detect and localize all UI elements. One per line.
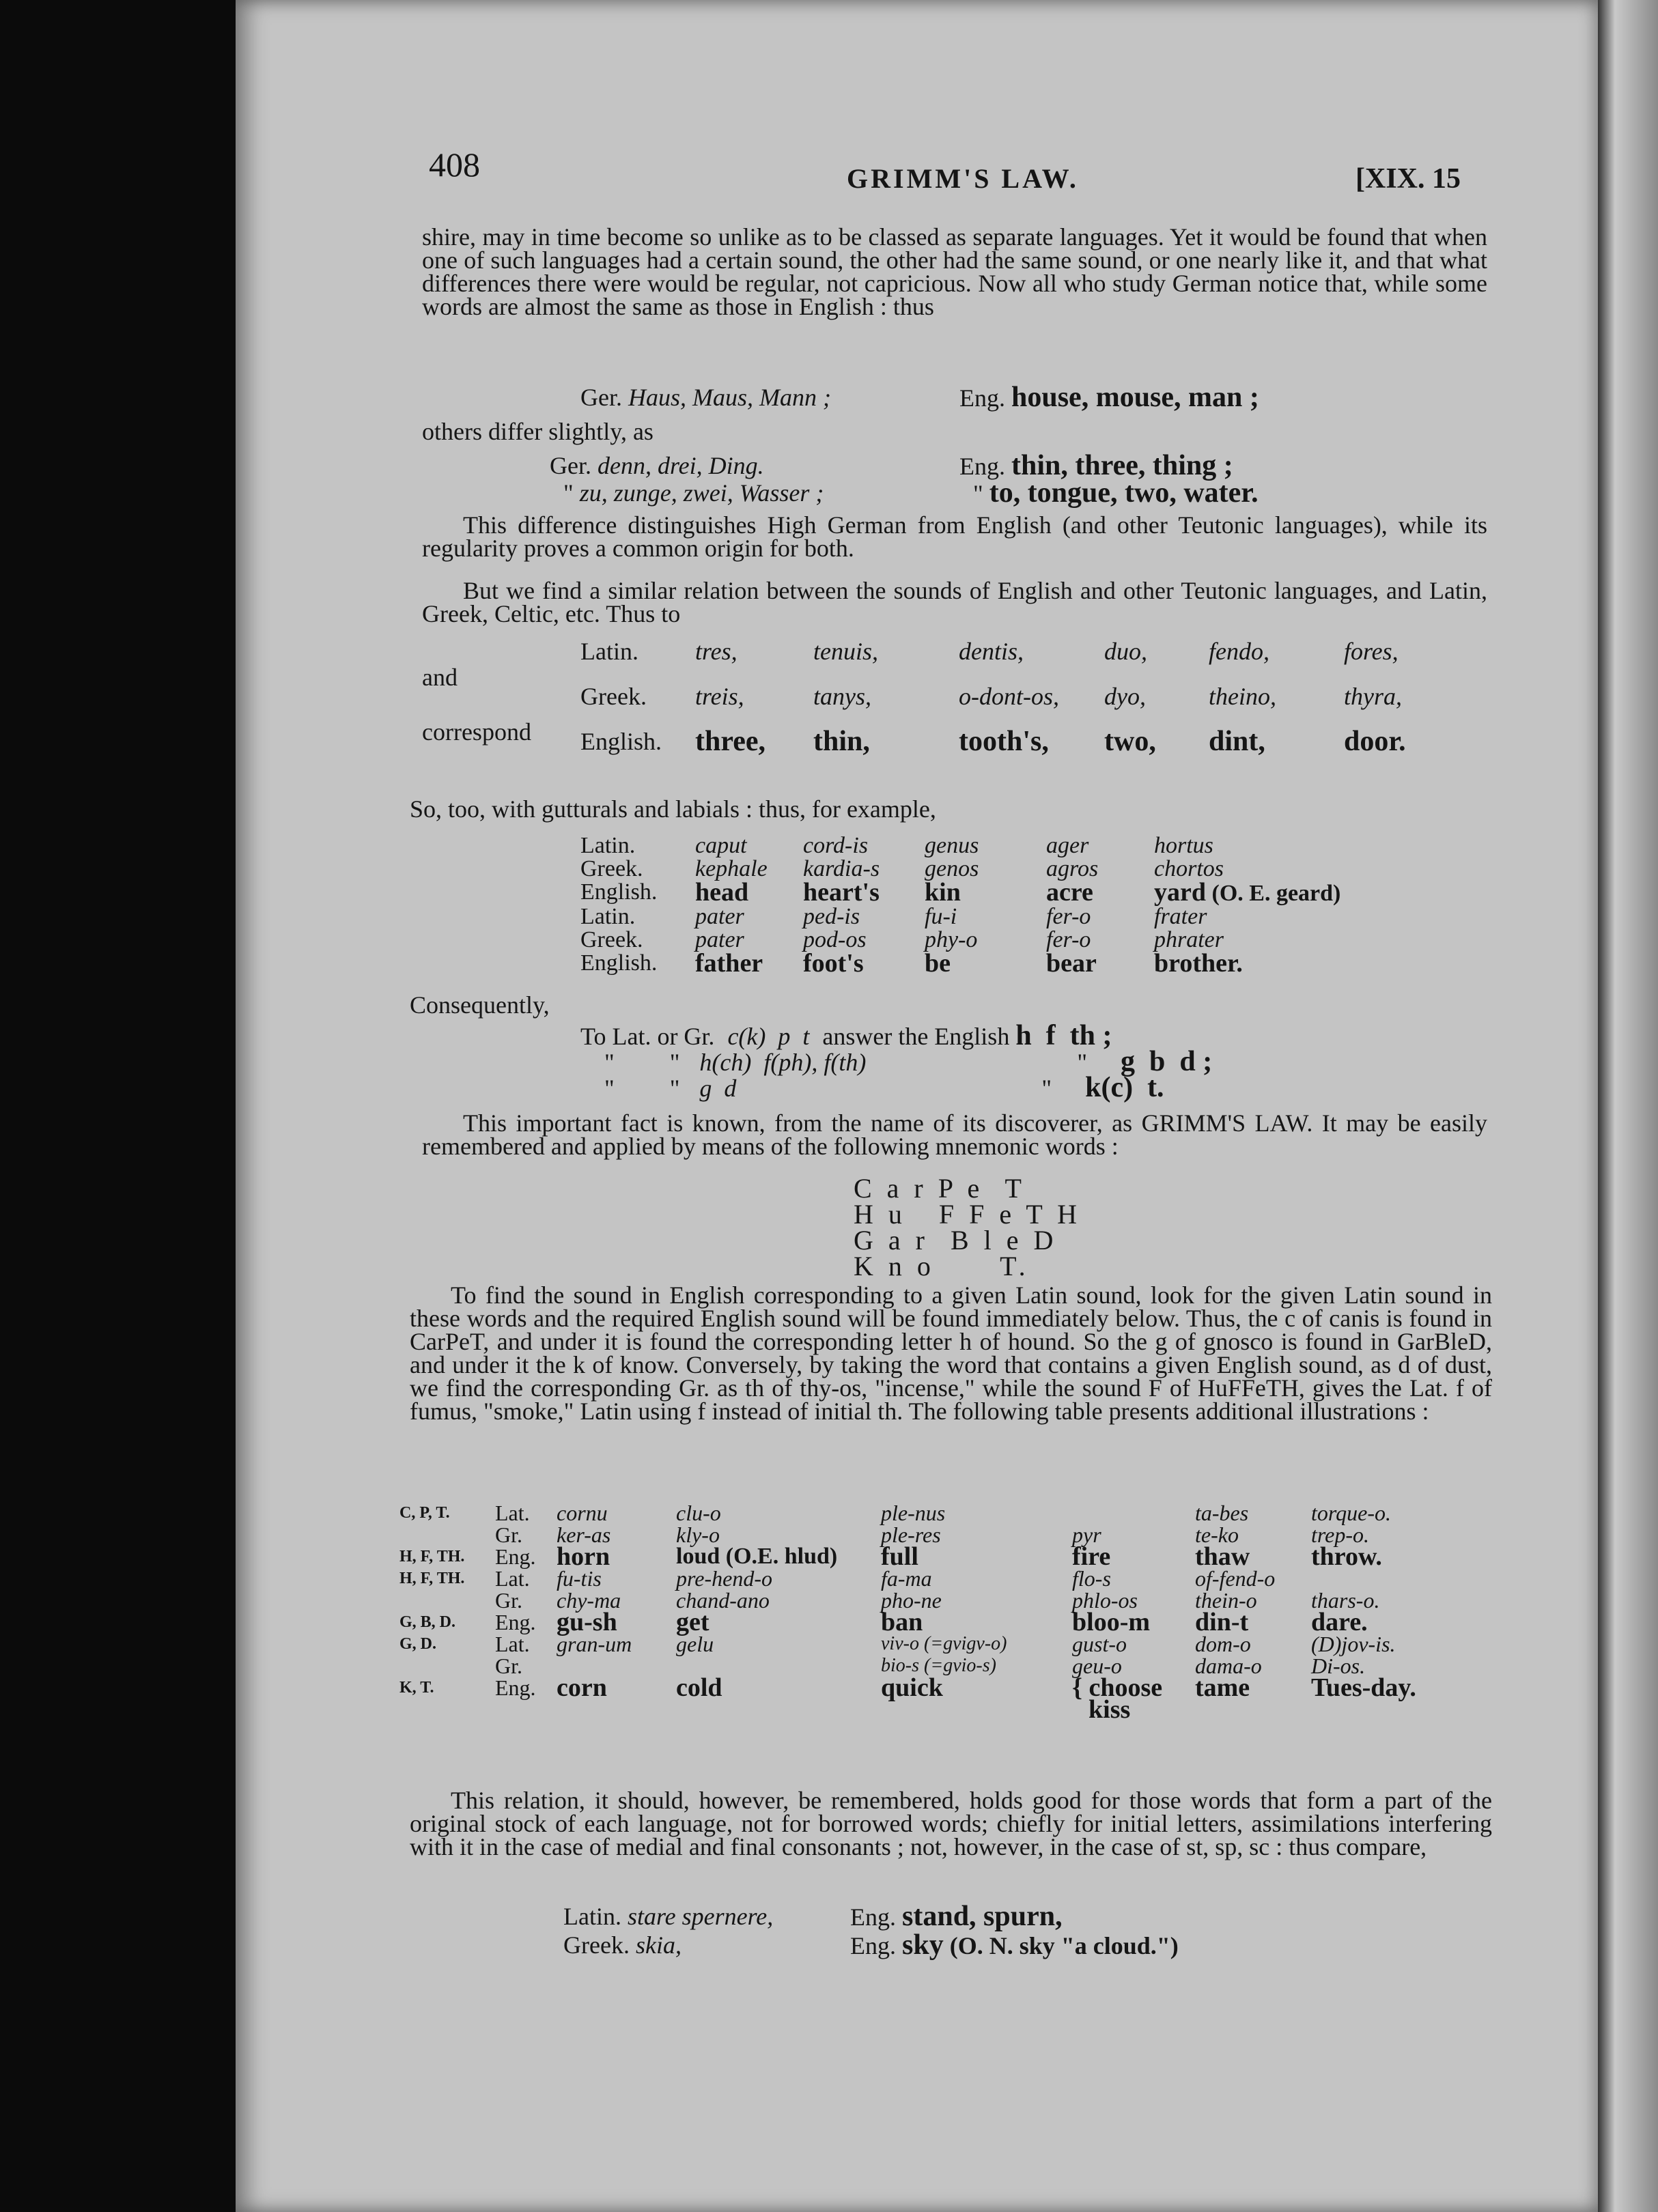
table-row xyxy=(580,834,1353,857)
paragraph-4: This important fact is known, from the name of its discoverer, as GRIMM'S LAW. It may be easily remembered and applied by means of the following mnemonic words : xyxy=(422,1109,1487,1160)
old-english-note: (O. E. geard) xyxy=(1211,881,1341,906)
line-middle: " xyxy=(1041,1075,1052,1102)
word-cell: torque-o. xyxy=(1311,1501,1392,1525)
running-title: GRIMM'S LAW. xyxy=(847,163,1079,194)
greek-sounds: h(ch) f(ph), f(th) xyxy=(699,1049,867,1076)
word-cell: hortus xyxy=(1154,833,1213,858)
word-cell: door. xyxy=(1344,726,1406,757)
row-label: Lat. xyxy=(495,1501,530,1525)
table-row xyxy=(580,905,1353,928)
word-cell: pater xyxy=(695,927,744,952)
gutturals-intro: So, too, with gutturals and labials : thus, for example, xyxy=(410,795,936,823)
word-cell: heart's xyxy=(803,878,880,907)
row-label: English. xyxy=(580,728,662,755)
word-cell xyxy=(1154,878,1353,907)
mnemonic-line: C a r P e T xyxy=(854,1173,1026,1204)
word-cell: acre xyxy=(1046,878,1093,907)
word-cell: frater xyxy=(1154,904,1207,929)
ger-words: zu, zunge, zwei, Wasser ; xyxy=(579,479,824,507)
word-cell: dare. xyxy=(1311,1608,1368,1636)
word-cell: viv-o (=gvigv-o) xyxy=(881,1633,1007,1654)
table-row xyxy=(399,1502,1423,1524)
word-cell: kly-o xyxy=(676,1522,720,1547)
example-denn xyxy=(550,454,764,477)
word-cell: kardia-s xyxy=(803,856,880,881)
word-cell: father xyxy=(695,949,763,978)
row-label: Greek. xyxy=(580,856,643,881)
word-cell: te-ko xyxy=(1195,1522,1239,1547)
line-prefix: " " xyxy=(604,1049,680,1076)
final-example-greek xyxy=(563,1933,682,1957)
eng-words: house, mouse, man ; xyxy=(1011,382,1259,413)
word-cell: be xyxy=(925,949,951,978)
row-label: Eng. xyxy=(495,1544,536,1569)
dental-table xyxy=(580,638,1418,757)
word-cell: fu-i xyxy=(925,904,957,929)
example-to xyxy=(973,477,1259,509)
word-cell: { choose xyxy=(1072,1673,1163,1702)
table-row xyxy=(399,1633,1423,1655)
eng-label: Eng. xyxy=(959,453,1005,480)
word-cell: tooth's, xyxy=(959,726,1049,757)
word-cell: brother. xyxy=(1154,949,1243,978)
eng-label: Eng. xyxy=(959,384,1005,412)
eng-label: Eng. xyxy=(850,1932,896,1959)
word-cell: genus xyxy=(925,833,979,858)
word-cell: fa-ma xyxy=(881,1566,932,1591)
ger-label: Ger. xyxy=(550,452,591,479)
sound-key xyxy=(399,1589,495,1611)
word-cell: three, xyxy=(695,726,766,757)
ger-label: Ger. xyxy=(580,384,622,411)
word-cell: kin xyxy=(925,878,961,907)
english-sounds: h f th ; xyxy=(1015,1020,1112,1051)
word-cell: full xyxy=(881,1542,918,1571)
word-cell: duo, xyxy=(1104,638,1147,665)
page-number: 408 xyxy=(429,145,480,184)
english-word: yard xyxy=(1154,878,1206,907)
final-example-eng-2 xyxy=(850,1929,1179,1961)
sound-key xyxy=(399,1524,495,1546)
word-cell: tanys, xyxy=(813,683,871,710)
row-label: Eng. xyxy=(495,1675,536,1700)
word-cell: (D)jov-is. xyxy=(1311,1632,1396,1656)
word-cell: dint, xyxy=(1209,726,1265,757)
row-label: English. xyxy=(580,950,658,976)
word-cell: corn xyxy=(557,1673,607,1702)
word-cell: chand-ano xyxy=(676,1588,770,1613)
word-cell: din-t xyxy=(1195,1608,1249,1636)
word-cell: tame xyxy=(1195,1673,1250,1702)
word-cell: get xyxy=(676,1608,709,1636)
word-cell: pre-hend-o xyxy=(676,1566,772,1591)
word-cell: fer-o xyxy=(1046,904,1091,929)
word-cell: flo-s xyxy=(1072,1566,1111,1591)
word-cell: pho-ne xyxy=(881,1588,942,1613)
word-cell: kephale xyxy=(695,856,768,881)
word-cell: of-fend-o xyxy=(1195,1566,1276,1591)
row-label: Latin. xyxy=(563,1903,621,1930)
sound-key: C, P, T. xyxy=(399,1504,450,1522)
line-prefix: To Lat. or Gr. xyxy=(580,1023,715,1050)
word-cell: fores, xyxy=(1344,638,1399,665)
sound-key: H, F, TH. xyxy=(399,1570,465,1587)
eng-words: sky xyxy=(902,1929,944,1961)
illustrations-table xyxy=(399,1501,1423,1724)
word-cell: throw. xyxy=(1311,1542,1382,1571)
row-label: Lat. xyxy=(495,1566,530,1591)
word-cell: loud (O.E. hlud) xyxy=(676,1544,838,1569)
sound-key xyxy=(399,1699,495,1720)
word-cell: thaw xyxy=(1195,1542,1250,1571)
row-label: Gr. xyxy=(495,1588,522,1613)
row-label: Lat. xyxy=(495,1632,530,1656)
table-row xyxy=(580,728,1418,754)
consequently-label: Consequently, xyxy=(410,991,550,1019)
word-cell: pyr xyxy=(1072,1522,1101,1547)
sound-key: H, F, TH. xyxy=(399,1548,465,1565)
word-cell: geu-o xyxy=(1072,1654,1122,1678)
word-cell: thyra, xyxy=(1344,683,1402,710)
sound-key: G, B, D. xyxy=(399,1613,456,1631)
paragraph-6: This relation, it should, however, be remembered, holds good for those words that form a part of the original stock of each language, not for borrowed words; chiefly for initial letters, assimilations interfering with it in the case of medial and final consonants ; not, however, in the case of st, sp, sc : thus compare, xyxy=(410,1787,1492,1860)
mnemonic-words xyxy=(854,1173,1082,1281)
word-cell: cord-is xyxy=(803,833,869,858)
table-row xyxy=(580,928,1353,952)
word-cell: trep-o. xyxy=(1311,1522,1370,1547)
line-prefix: " " xyxy=(604,1075,680,1102)
mnemonic-line: H u F F e T H xyxy=(854,1199,1082,1230)
row-label: Latin. xyxy=(580,638,638,665)
word-cell: agros xyxy=(1046,856,1099,881)
word-cell: o-dont-os, xyxy=(959,683,1059,710)
word-cell: thars-o. xyxy=(1311,1588,1380,1613)
word-cell: fendo, xyxy=(1209,638,1269,665)
old-norse-note: (O. N. sky "a cloud.") xyxy=(949,1932,1179,1959)
table-row xyxy=(399,1546,1423,1568)
word-cell: ta-bes xyxy=(1195,1501,1249,1525)
word-cell: thein-o xyxy=(1195,1588,1257,1613)
word-cell: cornu xyxy=(557,1501,608,1525)
word-cell: gu-sh xyxy=(557,1608,617,1636)
word-cell: gust-o xyxy=(1072,1632,1127,1656)
paragraph-3: But we find a similar relation between the sounds of English and other Teutonic languages, and Latin, Greek, Celtic, etc. Thus to xyxy=(422,577,1487,627)
table-row xyxy=(580,857,1353,881)
example-thin xyxy=(959,450,1233,481)
word-cell: bio-s (=gvio-s) xyxy=(881,1655,996,1676)
ger-words: Haus, Maus, Mann ; xyxy=(628,384,831,411)
word-cell: dyo, xyxy=(1104,683,1146,710)
row-label: Latin. xyxy=(580,904,636,929)
word-cell: ped-is xyxy=(803,904,860,929)
word-cell: pod-os xyxy=(803,927,867,952)
word-cell: chortos xyxy=(1154,856,1224,881)
word-cell: Di-os. xyxy=(1311,1654,1366,1678)
consequently-line-3 xyxy=(604,1072,1164,1103)
word-cell: fer-o xyxy=(1046,927,1091,952)
word-cell: two, xyxy=(1104,726,1156,757)
ditto-mark: " xyxy=(563,479,574,507)
word-cell: dentis, xyxy=(959,638,1024,665)
word-cell: theino, xyxy=(1209,683,1276,710)
final-example-eng-1 xyxy=(850,1901,1063,1932)
paragraph-1: shire, may in time become so unlike as to be classed as separate languages. Yet it would be found that when one of such languages had a certain sound, the other had the same sound, or one nearly like it, and that what differences there were would be regular, not capricious. Now all who study German notice that, while some words are almost the same as those in English : thus xyxy=(422,223,1487,320)
example-zu xyxy=(563,481,824,505)
consequently-line-2 xyxy=(604,1046,1213,1077)
row-label: English. xyxy=(580,879,658,905)
word-cell: fire xyxy=(1072,1542,1111,1571)
eng-label: Eng. xyxy=(850,1903,896,1931)
word-cell: quick xyxy=(881,1673,943,1702)
word-cell: head xyxy=(695,878,749,907)
row-label xyxy=(495,1699,557,1720)
sound-key: G, D. xyxy=(399,1635,436,1653)
word-cell: Tues-day. xyxy=(1311,1673,1416,1702)
word-cell: tres, xyxy=(695,638,737,665)
word-cell: clu-o xyxy=(676,1501,721,1525)
word-cell: ban xyxy=(881,1608,923,1636)
side-and: and xyxy=(422,664,458,691)
consequently-line-1 xyxy=(580,1020,1112,1051)
word-cell: bloo-m xyxy=(1072,1608,1150,1636)
word-cell: treis, xyxy=(695,683,744,710)
word-cell: kiss xyxy=(1088,1695,1131,1724)
word-cell: dama-o xyxy=(1195,1654,1262,1678)
word-cell: genos xyxy=(925,856,979,881)
latin-words: stare spernere, xyxy=(627,1903,774,1930)
word-cell: caput xyxy=(695,833,747,858)
mnemonic-line: G a r B l e D xyxy=(854,1225,1058,1256)
word-cell: ker-as xyxy=(557,1522,611,1547)
table-row xyxy=(399,1611,1423,1633)
word-cell xyxy=(1072,1502,1195,1524)
greek-sounds: c(k) p t xyxy=(727,1023,810,1050)
ditto-mark: " xyxy=(973,480,983,507)
english-sounds: k(c) t. xyxy=(1085,1072,1164,1103)
table-row xyxy=(580,638,1418,683)
row-label: Latin. xyxy=(580,833,636,858)
eng-words: stand, spurn, xyxy=(902,1901,1063,1932)
word-cell: phrater xyxy=(1154,927,1224,952)
word-cell: pater xyxy=(695,904,744,929)
eng-words: thin, three, thing ; xyxy=(1011,450,1233,481)
word-cell: chy-ma xyxy=(557,1588,621,1613)
example-haus xyxy=(580,386,831,409)
word-cell: horn xyxy=(557,1542,610,1571)
side-correspond: correspond xyxy=(422,718,531,746)
row-label: Eng. xyxy=(495,1610,536,1634)
word-cell: ple-nus xyxy=(881,1501,946,1525)
paragraph-5: To find the sound in English corresponding to a given Latin sound, look for the given Latin sound in these words and the required English sound will be found immediately below. Thus, the c of canis is found in CarPeT, and under it is found the corresponding letter h of hound. So the g of gnosco is found in GarBleD, and under it the k of know. Conversely, by taking the word that contains a given English sound, as d of dust, we find the corresponding Gr. as th of thy-os, "incense," while the sound F of HuFFeTH, gives the Lat. f of fumus, "smoke," Latin using f instead of initial th. The following table presents additional illustrations : xyxy=(410,1281,1492,1425)
word-cell: ple-res xyxy=(881,1522,941,1547)
english-sounds: g b d ; xyxy=(1121,1046,1213,1077)
word-cell: phy-o xyxy=(925,927,978,952)
word-cell: foot's xyxy=(803,949,864,978)
final-example-latin xyxy=(563,1905,773,1928)
row-label: Greek. xyxy=(580,683,647,710)
greek-words: skia, xyxy=(635,1931,682,1959)
word-cell: thin, xyxy=(813,726,870,757)
row-label: Greek. xyxy=(580,927,643,952)
table-row xyxy=(580,881,1353,905)
table-row xyxy=(580,952,1353,975)
word-cell: gelu xyxy=(676,1632,714,1656)
word-cell: ager xyxy=(1046,833,1089,858)
table-row xyxy=(399,1568,1423,1589)
mnemonic-line: K n o T. xyxy=(854,1251,1030,1281)
book-spine xyxy=(1597,0,1658,2212)
sound-key xyxy=(399,1655,495,1677)
example-house xyxy=(959,382,1259,413)
ger-words: denn, drei, Ding. xyxy=(597,452,764,479)
row-label: Greek. xyxy=(563,1931,630,1959)
greek-sounds: g d xyxy=(699,1075,737,1102)
word-cell: dom-o xyxy=(1195,1632,1251,1656)
paragraph-2: This difference distinguishes High German from English (and other Teutonic languages), while its regularity proves a common origin for both. xyxy=(422,511,1487,562)
word-cell: tenuis, xyxy=(813,638,878,665)
row-label: Gr. xyxy=(495,1522,522,1547)
book-page xyxy=(236,0,1598,2212)
word-cell: cold xyxy=(676,1673,722,1702)
word-cell: phlo-os xyxy=(1072,1588,1138,1613)
row-label: Gr. xyxy=(495,1654,522,1678)
word-cell: fu-tis xyxy=(557,1566,602,1591)
table-row xyxy=(399,1677,1423,1699)
others-differ: others differ slightly, as xyxy=(422,418,654,445)
sound-key: K, T. xyxy=(399,1679,434,1697)
line-middle: " xyxy=(1077,1049,1088,1076)
word-cell: gran-um xyxy=(557,1632,632,1656)
table-row xyxy=(580,683,1418,728)
guttural-table xyxy=(580,833,1353,978)
line-middle: answer the English xyxy=(822,1023,1010,1050)
word-cell: bear xyxy=(1046,949,1097,978)
section-marker: [XIX. 15 xyxy=(1355,163,1461,195)
eng-words: to, tongue, two, water. xyxy=(989,477,1259,509)
